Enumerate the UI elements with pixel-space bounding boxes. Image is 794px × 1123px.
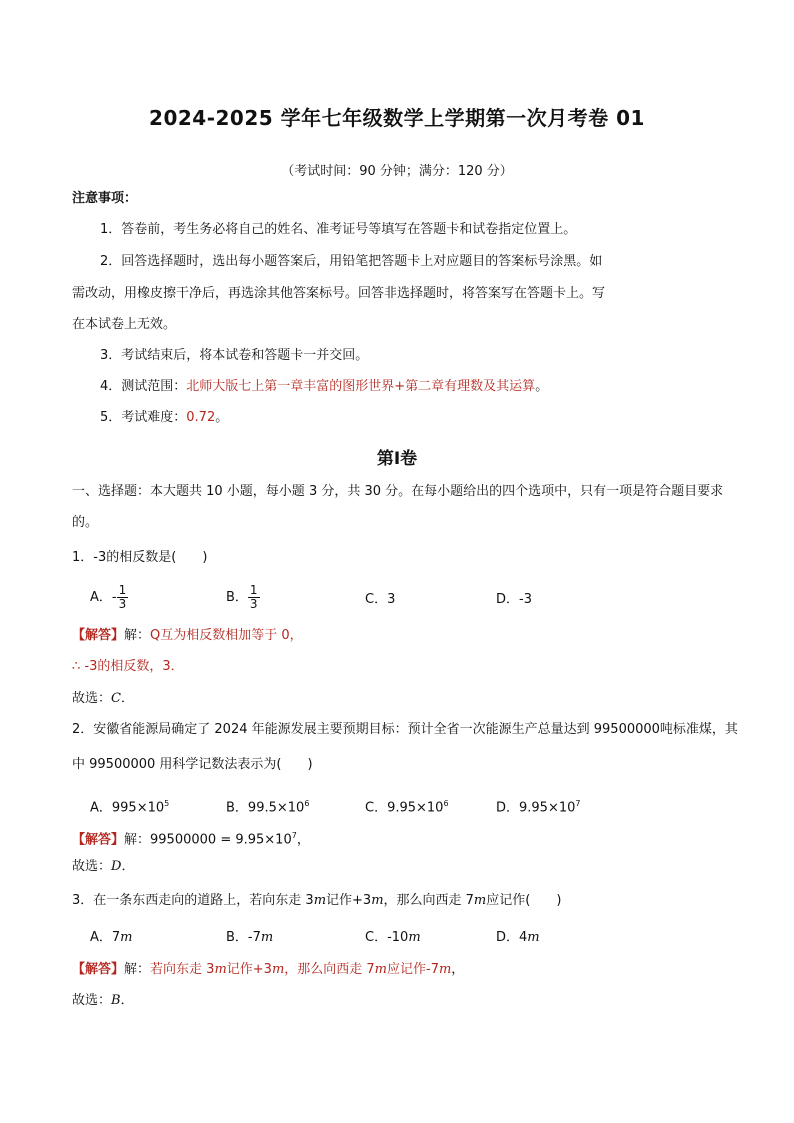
q1-option-a	[90, 584, 128, 611]
q1-stem-end: )	[202, 550, 208, 565]
q2-stem-end: )	[307, 757, 313, 772]
q1-answer-text: Q互为相反数相加等于 0，	[150, 628, 303, 643]
q2-stem-text: 中 99500000 用科学记数法表示为(	[72, 757, 282, 772]
q1-choice	[72, 690, 134, 708]
q3-d-text: D．4	[496, 930, 528, 945]
q1-a-label: A．-	[90, 590, 117, 605]
q2-choice-prefix: 故选：	[72, 859, 112, 874]
q1-stem	[72, 549, 207, 567]
note-4-prefix: 4．测试范围：	[100, 379, 187, 394]
q3-stem-part-4: 应记作(	[486, 893, 531, 908]
q2-d-exponent: 7	[575, 799, 581, 808]
q2-answer-text: 解：99500000 = 9.95×10	[124, 832, 292, 848]
q2-a-base: A．995×10	[90, 800, 165, 816]
q3-option-b	[226, 929, 273, 947]
note-5-prefix: 5．考试难度：	[100, 410, 187, 425]
q1-stem-text: 1．-3的相反数是(	[72, 550, 177, 565]
q3-choice-prefix: 故选：	[72, 993, 112, 1008]
q2-c-base: C．9.95×10	[365, 800, 444, 816]
note-2-line-2: 需改动，用橡皮擦干净后，再选涂其他答案标号。回答非选择题时，将答案写在答题卡上。写	[72, 286, 606, 301]
q1-b-fraction	[248, 584, 260, 611]
q1-answer-jie: 解：	[124, 628, 151, 643]
q1-option-d: D．-3	[496, 592, 532, 607]
exam-info: （考试时间：90 分钟；满分：120 分）	[281, 164, 513, 179]
q2-answer-end: ，	[296, 832, 310, 848]
q3-answer-unit-3: m	[374, 962, 387, 977]
q3-c-text: C．-10	[365, 930, 409, 945]
q2-b-base: B．99.5×10	[226, 800, 305, 816]
note-3: 3．考试结束后，将本试卷和答题卡一并交回。	[100, 348, 369, 363]
q3-stem-part-3: ，那么向西走 7	[383, 893, 474, 908]
q1-answer	[72, 627, 303, 645]
q2-answer-tag: 【解答】	[72, 832, 125, 848]
q3-stem-part-1: 3．在一条东西走向的道路上，若向东走 3	[72, 893, 314, 908]
q3-answer-part-1: 若向东走 3	[150, 962, 215, 977]
q1-b-numerator: 1	[249, 583, 258, 597]
q3-answer	[72, 961, 464, 979]
q3-c-unit: m	[408, 930, 421, 945]
q3-unit-3: m	[473, 893, 487, 908]
section-intro-line-1: 一、选择题：本大题共 10 小题，每小题 3 分，共 30 分。在每小题给出的四个选项中，只有一项是符合题目要求	[72, 484, 724, 499]
note-4	[100, 378, 548, 396]
q3-answer-tag: 【解答】	[72, 962, 125, 977]
section-intro-line-2: 的。	[72, 515, 99, 530]
q3-answer-unit-1: m	[214, 962, 227, 977]
q2-option-d	[496, 795, 580, 817]
q2-d-base: D．9.95×10	[496, 800, 576, 816]
q3-option-a	[90, 929, 133, 947]
q1-answer-tag: 【解答】	[72, 628, 125, 643]
difficulty-value: 0.72	[186, 410, 216, 425]
q2-option-c	[365, 795, 449, 817]
test-range: 北师大版七上第一章丰富的图形世界+第二章有理数及其运算	[186, 379, 536, 394]
q3-stem-end: )	[556, 893, 562, 908]
q1-b-label: B．	[226, 590, 248, 605]
q2-option-b	[226, 795, 309, 817]
q1-option-c: C．3	[365, 592, 396, 607]
q2-a-exponent: 5	[164, 799, 170, 808]
q3-b-text: B．-7	[226, 930, 261, 945]
q3-option-d	[496, 929, 540, 947]
q2-c-exponent: 6	[443, 799, 449, 808]
q3-choice	[72, 992, 134, 1010]
q2-choice	[72, 858, 134, 876]
q2-answer	[72, 827, 310, 849]
notes-heading: 注意事项：	[72, 191, 138, 206]
q3-b-unit: m	[260, 930, 274, 945]
q3-option-c	[365, 929, 421, 947]
q2-b-exponent: 6	[304, 799, 310, 808]
q1-answer-line-2: ∴ -3的相反数，3．	[72, 659, 184, 674]
q3-answer-unit-4: m	[438, 962, 452, 977]
q3-stem-part-2: 记作+3	[326, 893, 372, 908]
q2-answer-exponent: 7	[291, 831, 297, 840]
q3-answer-part-2: 记作+3	[226, 962, 272, 977]
q1-b-denominator: 3	[249, 597, 258, 611]
q1-choice-suffix: ．	[120, 691, 134, 706]
note-1: 1．答卷前，考生务必将自己的姓名、准考证号等填写在答题卡和试卷指定位置上。	[100, 222, 577, 237]
q1-choice-prefix: 故选：	[72, 691, 112, 706]
note-2-line-1: 2．回答选择题时，选出每小题答案后，用铅笔把答题卡上对应题目的答案标号涂黑。如	[100, 254, 603, 269]
q3-answer-jie: 解：	[124, 962, 151, 977]
q3-unit-1: m	[313, 893, 327, 908]
note-5	[100, 409, 228, 427]
q3-choice-letter: B	[111, 993, 121, 1008]
q1-choice-letter: C	[111, 691, 121, 706]
q2-option-a	[90, 795, 169, 817]
section-title: 第Ⅰ卷	[376, 449, 418, 469]
note-4-suffix: 。	[535, 379, 549, 394]
q1-a-denominator: 3	[118, 597, 127, 611]
q3-answer-unit-2: m	[271, 962, 285, 977]
q1-a-fraction	[117, 584, 129, 611]
document-title: 2024-2025 学年七年级数学上学期第一次月考卷 01	[149, 106, 645, 130]
q3-answer-end: ，	[451, 962, 465, 977]
q2-choice-letter: D	[111, 859, 122, 874]
q2-stem-line-2	[72, 756, 313, 774]
q3-answer-part-3: ，那么向西走 7	[284, 962, 375, 977]
q1-a-numerator: 1	[118, 583, 127, 597]
q3-d-unit: m	[527, 930, 540, 945]
q3-a-text: A．7	[90, 930, 121, 945]
q3-unit-2: m	[371, 893, 384, 908]
q3-answer-part-4: 应记作-7	[387, 962, 439, 977]
note-2-line-3: 在本试卷上无效。	[72, 317, 177, 332]
q2-choice-suffix: ．	[121, 859, 135, 874]
q1-option-b	[226, 584, 260, 611]
note-5-suffix: 。	[215, 410, 229, 425]
q3-stem	[72, 892, 561, 910]
q2-stem-line-1: 2．安徽省能源局确定了 2024 年能源发展主要预期目标：预计全省一次能源生产总量达到 99500000吨标准煤，其	[72, 722, 738, 737]
q3-choice-suffix: ．	[120, 993, 134, 1008]
q3-a-unit: m	[120, 930, 133, 945]
